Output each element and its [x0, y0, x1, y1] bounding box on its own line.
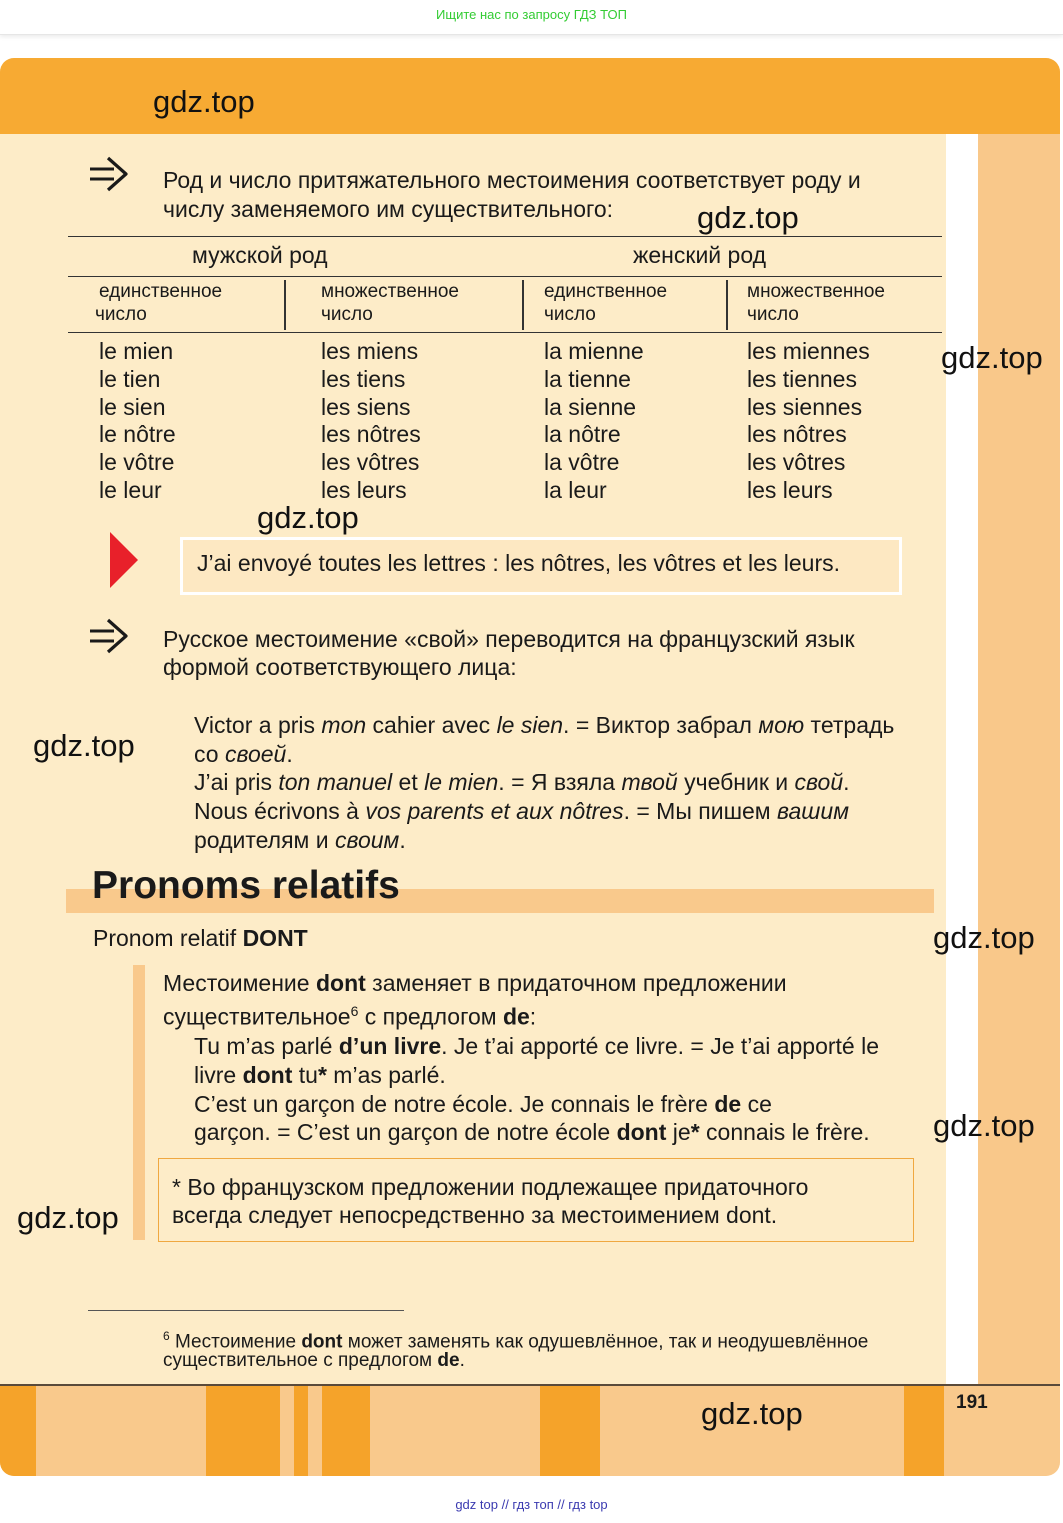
arrow-right-icon [88, 617, 130, 655]
note-line1: * Во французском предложении подлежащее придаточного [172, 1174, 809, 1200]
table-cell: la tienne [544, 365, 631, 392]
col-header-1-line2: число [95, 304, 147, 325]
column-divider [284, 280, 286, 330]
col-header-3-line2: число [544, 304, 596, 325]
example2-line3: J’ai pris ton manuel et le mien. = Я взяла твой учебник и свой. [194, 769, 850, 795]
feminine-header: женский род [633, 242, 767, 268]
example2-line1: Victor a pris mon cahier avec le sien. = Виктор забрал мою тетрадь [194, 712, 895, 738]
example2-line4: Nous écrivons à vos parents et aux nôtres. = Мы пишем вашим [194, 798, 849, 824]
dont-rule-line1: Местоимение dont заменяет в придаточном предложении [163, 970, 787, 996]
table-cell: les miennes [747, 338, 870, 364]
watermark: gdz.top [701, 1396, 803, 1431]
dont-rule-line2: существительное$^6$ с предлогом de: [163, 1003, 537, 1030]
table-header-rule [68, 332, 942, 333]
page-margin-white [946, 134, 978, 1386]
table-cell: les siennes [747, 393, 863, 420]
table-cell: le sien [99, 393, 166, 420]
dont-example-line2: livre dont tu* m’as parlé. [194, 1062, 446, 1088]
watermark: gdz.top [153, 84, 255, 119]
dont-example-line1: Tu m’as parlé d’un livre. Je t’ai apporté ce livre. = Je t’ai apporté le [194, 1033, 880, 1059]
table-cell: le tien [99, 365, 161, 392]
section-title: Pronoms relatifs [92, 864, 400, 907]
note-line2: всегда следует непосредственно за местоимением dont. [172, 1202, 778, 1228]
red-triangle-marker-icon [108, 532, 140, 588]
table-cell: la nôtre [544, 421, 621, 448]
table-cell: les leurs [747, 476, 833, 503]
table-cell: la mienne [544, 338, 644, 364]
rule2-line1: Русское местоимение «свой» переводится на французский язык [163, 626, 855, 652]
watermark: gdz.top [697, 200, 799, 235]
footnote-line1: $^6$ Местоимение dont может заменять как одушевлённое, так и неодушевлённое [163, 1329, 869, 1353]
rule1-line2: числу заменяемого им существительного: [163, 196, 614, 222]
dont-example-line4: garçon. = C’est un garçon de notre école dont je* connais le frère. [194, 1119, 870, 1145]
col-header-4-line1: множественное [747, 281, 885, 302]
example-sentence: J’ai envoyé toutes les lettres : les nôtres, les vôtres et les leurs. [197, 550, 841, 576]
table-cell: les nôtres [321, 421, 421, 448]
table-cell: les tiennes [747, 365, 857, 392]
table-col-fem-sing [544, 338, 644, 505]
table-col-masc-sing [99, 338, 176, 505]
footer-stripe [294, 1386, 308, 1476]
watermark: gdz.top [933, 1108, 1035, 1143]
dont-example-line3: C’est un garçon de notre école. Je connais le frère de ce [194, 1091, 772, 1117]
page-margin-orange [978, 134, 1060, 1386]
page-number: 191 [956, 1392, 988, 1413]
col-header-3-line1: единственное [544, 281, 668, 302]
watermark: gdz.top [941, 340, 1043, 375]
col-header-1-line1: единственное [99, 281, 223, 302]
table-cell: les tiens [321, 365, 406, 392]
table-cell: la leur [544, 476, 607, 503]
top-banner-link[interactable]: Ищите нас по запросу ГДЗ ТОП [436, 7, 627, 22]
masculine-header: мужской род [192, 242, 328, 268]
col-header-4-line2: число [747, 304, 799, 325]
example2-line2: со своей. [194, 741, 293, 767]
subsection-title: Pronom relatif DONT [93, 925, 308, 951]
table-top-rule [68, 236, 942, 237]
page-footer-band [0, 1384, 1060, 1476]
footer-stripe [540, 1386, 600, 1476]
table-mid-rule [68, 276, 942, 277]
watermark: gdz.top [17, 1200, 119, 1235]
table-cell: les miens [321, 338, 419, 364]
table-cell: le mien [99, 338, 174, 364]
table-cell: les vôtres [747, 449, 846, 476]
watermark: gdz.top [257, 500, 359, 535]
column-divider [726, 280, 728, 330]
table-cell: les nôtres [747, 421, 847, 448]
rule2-line2: формой соответствующего лица: [163, 654, 517, 680]
table-col-fem-plur [747, 338, 870, 505]
column-divider [522, 280, 524, 330]
table-cell: le nôtre [99, 421, 176, 448]
table-cell: la vôtre [544, 449, 620, 476]
table-cell: les vôtres [321, 449, 420, 476]
table-col-masc-plur [321, 338, 421, 505]
rule1-line1: Род и число притяжательного местоимения соответствует роду и [163, 167, 861, 193]
footer-stripe [322, 1386, 370, 1476]
table-cell: les siens [321, 393, 411, 420]
watermark: gdz.top [33, 728, 135, 763]
footer-stripe [904, 1386, 944, 1476]
footnote-line2: существительное с предлогом de. [163, 1350, 465, 1371]
footer-stripe [206, 1386, 280, 1476]
table-cell: les leurs [321, 476, 407, 503]
footer-stripe [0, 1386, 36, 1476]
table-cell: le vôtre [99, 449, 175, 476]
footnote-rule [88, 1310, 404, 1311]
bottom-site-links[interactable]: gdz top // гдз топ // гдз top [455, 1497, 608, 1512]
table-cell: la sienne [544, 393, 637, 420]
col-header-2-line2: число [321, 304, 373, 325]
arrow-right-icon [88, 155, 130, 193]
col-header-2-line1: множественное [321, 281, 459, 302]
rule-side-bar [133, 965, 145, 1240]
textbook-page [0, 58, 1060, 1476]
watermark: gdz.top [933, 920, 1035, 955]
example2-line5: родителям и своим. [194, 827, 406, 853]
table-cell: le leur [99, 476, 162, 503]
